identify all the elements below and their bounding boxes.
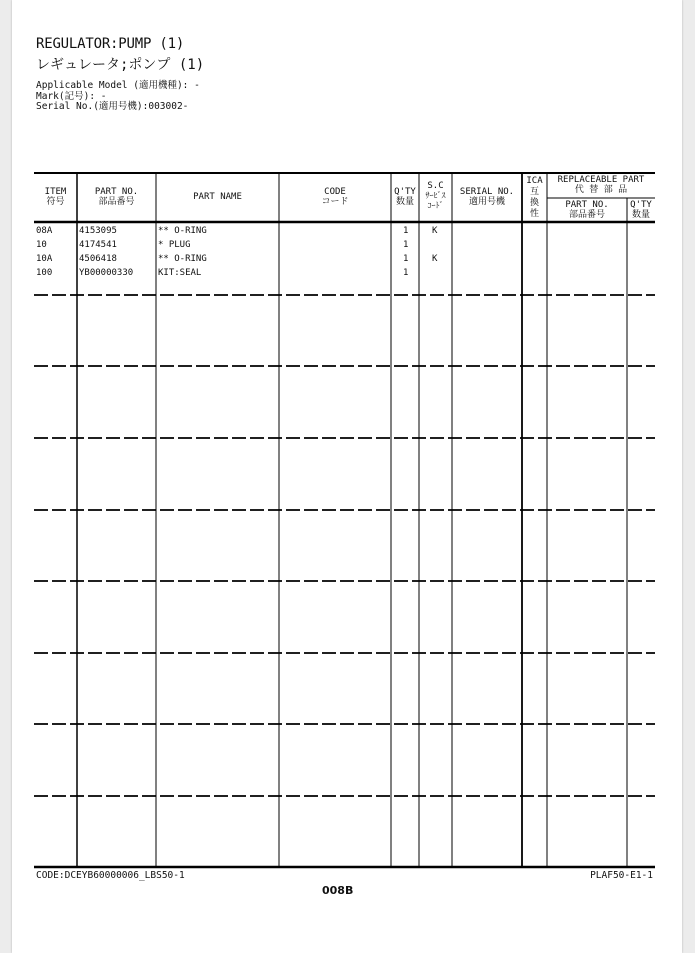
header-replaceable-part: REPLACEABLE PART 代 替 部 品 — [557, 175, 645, 195]
footer-form-id: PLAF50-E1-1 — [590, 870, 653, 881]
cell-item: 08A — [36, 226, 53, 236]
header-item: ITEM 符号 — [44, 187, 67, 207]
mark: Mark(記号): - — [36, 90, 107, 102]
cell-qty: 1 — [403, 268, 409, 278]
cell-qty: 1 — [403, 240, 409, 250]
title-english: REGULATOR:PUMP (1) — [36, 36, 185, 52]
serial-no: Serial No.(適用号機):003002- — [36, 101, 189, 112]
title-japanese: レギュレータ;ポンプ (1) — [36, 57, 205, 73]
table-row — [12, 238, 682, 253]
cell-part-name: ** O-RING — [158, 254, 207, 264]
cell-part-no: 4153095 — [79, 226, 117, 236]
cell-service-code: K — [432, 254, 438, 264]
header-code: CODE コード — [321, 187, 349, 207]
cell-item: 100 — [36, 268, 53, 278]
cell-part-no: 4174541 — [79, 240, 117, 250]
table-row — [12, 252, 682, 267]
header-replaceable-qty: Q'TY 数量 — [630, 200, 652, 220]
header-serial-no: SERIAL NO. 適用号機 — [459, 187, 515, 207]
header-part-name: PART NAME — [193, 192, 242, 202]
table-row — [12, 224, 682, 239]
cell-part-name: KIT:SEAL — [158, 268, 202, 278]
cell-part-no: 4506418 — [79, 254, 117, 264]
page-number: 008B — [322, 884, 354, 897]
cell-part-name: ** O-RING — [158, 226, 207, 236]
cell-part-no: YB00000330 — [79, 268, 134, 278]
parts-table-grid — [12, 0, 682, 953]
cell-qty: 1 — [403, 254, 409, 264]
cell-service-code: K — [432, 226, 438, 236]
cell-item: 10 — [36, 240, 47, 250]
cell-item: 10A — [36, 254, 53, 264]
cell-part-name: * PLUG — [158, 240, 191, 250]
cell-qty: 1 — [403, 226, 409, 236]
header-qty: Q'TY 数量 — [394, 187, 416, 207]
header-service-code: S.C ｻｰﾋﾞｽ ｺｰﾄﾞ — [425, 181, 446, 210]
footer-code: CODE:DCEYB60000006_LBS50-1 — [36, 870, 185, 881]
document-page — [12, 0, 682, 953]
header-ica: ICA 互 換 性 — [526, 176, 543, 219]
table-row — [12, 266, 682, 281]
applicable-model: Applicable Model (適用機種): - — [36, 80, 200, 91]
header-part-no: PART NO. 部品番号 — [94, 187, 139, 207]
header-replaceable-part-no: PART NO. 部品番号 — [565, 200, 609, 220]
